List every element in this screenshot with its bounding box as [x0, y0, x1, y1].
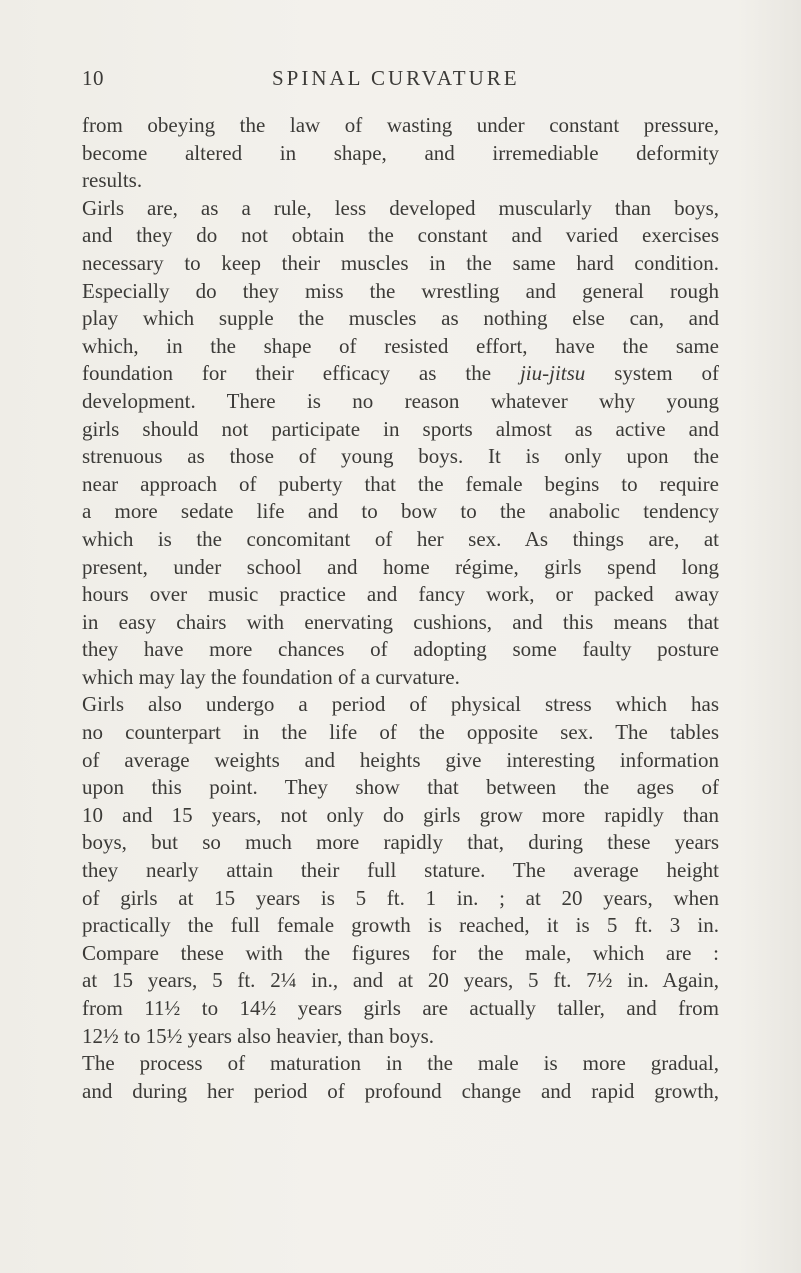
- text-line: strenuous as those of young boys. It is only upon the: [82, 444, 719, 469]
- text-line: of girls at 15 years is 5 ft. 1 in. ; at 20 years, when: [82, 885, 719, 910]
- text-line: results.: [82, 168, 143, 193]
- text-line: of average weights and heights give interesting information: [82, 747, 719, 772]
- text-line: from 11½ to 14½ years girls are actually taller, and from: [82, 996, 719, 1020]
- text-line: Girls also undergo a period of physical stress which has: [82, 692, 719, 717]
- text-line: upon this point. They show that between the ages of: [82, 775, 719, 800]
- text-line: hours over music practice and fancy work, or packed away: [82, 582, 719, 607]
- text-line: girls should not participate in sports almost as active and: [82, 416, 719, 441]
- text-line: a more sedate life and to bow to the anabolic tendency: [82, 499, 719, 524]
- text-line: which, in the shape of resisted effort, have the same: [82, 333, 719, 358]
- text-line: no counterpart in the life of the opposite sex. The tables: [82, 720, 719, 745]
- text-line: Compare these with the figures for the male, which are :: [82, 940, 719, 965]
- page-header: [82, 66, 727, 98]
- text-line: present, under school and home régime, girls spend long: [82, 554, 719, 579]
- text-line-with-italic: foundation for their efficacy as the jiu-jitsu system of: [82, 361, 719, 386]
- text-line: from obeying the law of wasting under constant pressure,: [82, 113, 719, 137]
- text-line: 10 and 15 years, not only do girls grow more rapidly than: [82, 802, 719, 827]
- text-line: and they do not obtain the constant and varied exercises: [82, 223, 719, 248]
- text-line: they have more chances of adopting some faulty posture: [82, 637, 719, 662]
- text-line: they nearly attain their full stature. The average height: [82, 858, 719, 883]
- text-line: which is the concomitant of her sex. As things are, at: [82, 526, 719, 551]
- page-number: 10: [82, 66, 104, 90]
- text-line: Especially do they miss the wrestling and general rough: [82, 278, 719, 303]
- text-line: boys, but so much more rapidly that, during these years: [82, 830, 719, 855]
- body-text: [82, 112, 719, 1105]
- text-line: which may lay the foundation of a curvature.: [82, 664, 460, 689]
- text-line: and during her period of profound change and rapid growth,: [82, 1078, 719, 1103]
- text-line: in easy chairs with enervating cushions, and this means that: [82, 609, 719, 634]
- text-line: development. There is no reason whatever why young: [82, 388, 719, 413]
- text-line: 12½ to 15½ years also heavier, than boys.: [82, 1023, 434, 1048]
- text-line: necessary to keep their muscles in the same hard condition.: [82, 250, 719, 275]
- text-line: become altered in shape, and irremediable deformity: [82, 140, 719, 165]
- running-head: SPINAL CURVATURE: [272, 66, 520, 90]
- text-line: near approach of puberty that the female begins to require: [82, 471, 719, 496]
- text-line: play which supple the muscles as nothing else can, and: [82, 306, 719, 331]
- italic-term: jiu-jitsu: [519, 361, 586, 386]
- text-line: practically the full female growth is reached, it is 5 ft. 3 in.: [82, 913, 719, 938]
- text-line: The process of maturation in the male is more gradual,: [82, 1051, 719, 1076]
- text-line: at 15 years, 5 ft. 2¼ in., and at 20 years, 5 ft. 7½ in. Again,: [82, 968, 719, 993]
- text-line: Girls are, as a rule, less developed muscularly than boys,: [82, 195, 719, 220]
